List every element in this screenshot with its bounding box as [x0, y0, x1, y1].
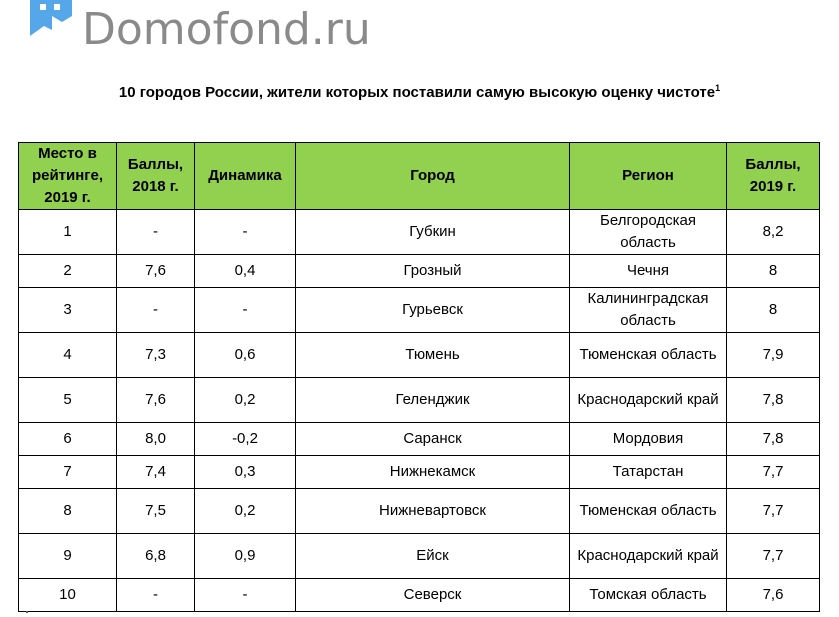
cell-score-2019: 7,8 — [727, 378, 820, 423]
cell-score-2019: 7,7 — [727, 456, 820, 489]
cell-city: Геленджик — [296, 378, 570, 423]
cell-dynamics: -0,2 — [195, 423, 296, 456]
header-dynamics: Динамика — [195, 143, 296, 210]
cell-dynamics: - — [195, 579, 296, 612]
cell-dynamics: 0,4 — [195, 255, 296, 288]
house-logo-icon — [30, 0, 72, 42]
cell-score-2019: 8 — [727, 255, 820, 288]
table-row — [19, 489, 820, 534]
cell-score-2018: 6,8 — [117, 534, 195, 579]
table-row — [19, 579, 820, 612]
table-row — [19, 378, 820, 423]
header-region: Регион — [570, 143, 727, 210]
header-score-2018: Баллы, 2018 г. — [117, 143, 195, 210]
cell-city: Тюмень — [296, 333, 570, 378]
cell-dynamics: 0,2 — [195, 378, 296, 423]
footnote-mark: 1 — [715, 83, 721, 93]
cell-score-2019: 8 — [727, 288, 820, 333]
cell-place: 4 — [19, 333, 117, 378]
cell-place: 7 — [19, 456, 117, 489]
cell-place: 6 — [19, 423, 117, 456]
cell-score-2019: 7,9 — [727, 333, 820, 378]
cell-dynamics: - — [195, 210, 296, 255]
cell-city: Северск — [296, 579, 570, 612]
header-place: Место в рейтинге, 2019 г. — [19, 143, 117, 210]
cell-score-2018: 7,5 — [117, 489, 195, 534]
cell-score-2019: 7,7 — [727, 489, 820, 534]
table-row — [19, 210, 820, 255]
brand-name: Domofond.ru — [82, 4, 371, 55]
cell-region: Чечня — [570, 255, 727, 288]
ranking-table — [18, 142, 820, 612]
cell-place: 8 — [19, 489, 117, 534]
cell-place: 5 — [19, 378, 117, 423]
cell-score-2018: - — [117, 579, 195, 612]
cell-region: Татарстан — [570, 456, 727, 489]
cell-city: Грозный — [296, 255, 570, 288]
cell-place: 1 — [19, 210, 117, 255]
cell-score-2018: 7,6 — [117, 255, 195, 288]
cell-place: 3 — [19, 288, 117, 333]
cell-city: Ейск — [296, 534, 570, 579]
cell-score-2019: 7,8 — [727, 423, 820, 456]
cell-region: Калининградская область — [570, 288, 727, 333]
table-row — [19, 255, 820, 288]
cell-dynamics: 0,6 — [195, 333, 296, 378]
cell-region: Краснодарский край — [570, 378, 727, 423]
cell-city: Гурьевск — [296, 288, 570, 333]
cell-region: Мордовия — [570, 423, 727, 456]
cell-region: Томская область — [570, 579, 727, 612]
cell-score-2019: 7,6 — [727, 579, 820, 612]
table-row — [19, 456, 820, 489]
cell-region: Тюменская область — [570, 333, 727, 378]
cell-dynamics: 0,9 — [195, 534, 296, 579]
title-text: 10 городов России, жители которых поставили самую высокую оценку чистоте — [118, 84, 716, 101]
header-city: Город — [296, 143, 570, 210]
table-row — [19, 423, 820, 456]
table-header-row — [19, 143, 820, 210]
cell-score-2019: 7,7 — [727, 534, 820, 579]
cell-score-2018: - — [117, 288, 195, 333]
cell-dynamics: 0,2 — [195, 489, 296, 534]
cell-city: Губкин — [296, 210, 570, 255]
footnote-marker — [26, 611, 28, 613]
header-score-2019: Баллы, 2019 г. — [727, 143, 820, 210]
cell-score-2018: 7,3 — [117, 333, 195, 378]
cell-place: 9 — [19, 534, 117, 579]
cell-city: Нижнекамск — [296, 456, 570, 489]
cell-score-2018: 7,6 — [117, 378, 195, 423]
cell-city: Саранск — [296, 423, 570, 456]
cell-region: Белгородская область — [570, 210, 727, 255]
cell-score-2019: 8,2 — [727, 210, 820, 255]
cell-region: Краснодарский край — [570, 534, 727, 579]
table-title — [0, 84, 839, 101]
cell-score-2018: 7,4 — [117, 456, 195, 489]
table-row — [19, 534, 820, 579]
cell-score-2018: 8,0 — [117, 423, 195, 456]
cell-place: 2 — [19, 255, 117, 288]
cell-place: 10 — [19, 579, 117, 612]
cell-dynamics: - — [195, 288, 296, 333]
cell-city: Нижневартовск — [296, 489, 570, 534]
cell-score-2018: - — [117, 210, 195, 255]
cell-region: Тюменская область — [570, 489, 727, 534]
table-row — [19, 333, 820, 378]
table-row — [19, 288, 820, 333]
cell-dynamics: 0,3 — [195, 456, 296, 489]
